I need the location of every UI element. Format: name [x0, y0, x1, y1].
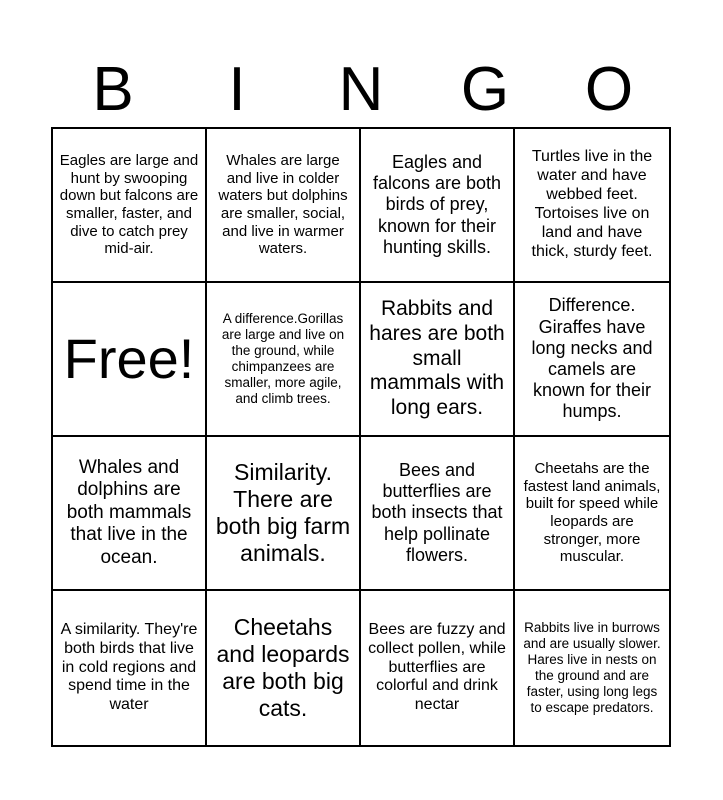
bingo-cell-r4c3[interactable]: Bees are fuzzy and collect pollen, while butterflies are colorful and drink nectar: [361, 591, 515, 745]
bingo-cell-r4c1[interactable]: A similarity. They're both birds that live in cold regions and spend time in the water: [53, 591, 207, 745]
bingo-cell-r2c3[interactable]: Rabbits and hares are both small mammals with long ears.: [361, 283, 515, 437]
header-letter-i: I: [228, 55, 246, 124]
bingo-cell-r4c2[interactable]: Cheetahs and leopards are both big cats.: [207, 591, 361, 745]
bingo-cell-r4c4[interactable]: Rabbits live in burrows and are usually slower. Hares live in nests on the ground and are faster, using long legs to escape predators.: [523, 620, 661, 715]
bingo-cell-r3c4[interactable]: Cheetahs are the fastest land animals, built for speed while leopards are stronger, more muscular.: [515, 437, 669, 591]
bingo-cell-r2c4[interactable]: Difference. Giraffes have long necks and camels are known for their humps.: [515, 283, 669, 437]
bingo-cell-r1c3[interactable]: Eagles and falcons are both birds of prey, known for their hunting skills.: [361, 129, 515, 283]
bingo-header: [51, 52, 671, 128]
bingo-cell-r1c4[interactable]: Turtles live in the water and have webbed feet. Tortoises live on land and have thick, sturdy feet.: [515, 129, 669, 283]
header-letter-g: G: [460, 55, 510, 124]
header-letter-b: B: [92, 55, 134, 124]
bingo-cell-r1c1[interactable]: Eagles are large and hunt by swooping down but falcons are smaller, faster, and dive to catch prey mid-air.: [53, 129, 207, 283]
bingo-cell-r1c2[interactable]: Whales are large and live in colder waters but dolphins are smaller, social, and live in warmer waters.: [207, 129, 361, 283]
bingo-cell-r3c1[interactable]: Whales and dolphins are both mammals that live in the ocean.: [53, 437, 207, 591]
header-letter-n: N: [338, 55, 384, 124]
bingo-cell-r2c2[interactable]: A difference.Gorillas are large and live on the ground, while chimpanzees are smaller, more agile, and climb trees.: [207, 283, 361, 437]
bingo-cell-r3c3[interactable]: Bees and butterflies are both insects that help pollinate flowers.: [361, 437, 515, 591]
bingo-grid: [51, 127, 671, 747]
free-space-cell[interactable]: Free!: [53, 283, 207, 437]
bingo-cell-r3c2[interactable]: Similarity. There are both big farm animals.: [207, 437, 361, 591]
header-letter-o: O: [584, 55, 634, 124]
